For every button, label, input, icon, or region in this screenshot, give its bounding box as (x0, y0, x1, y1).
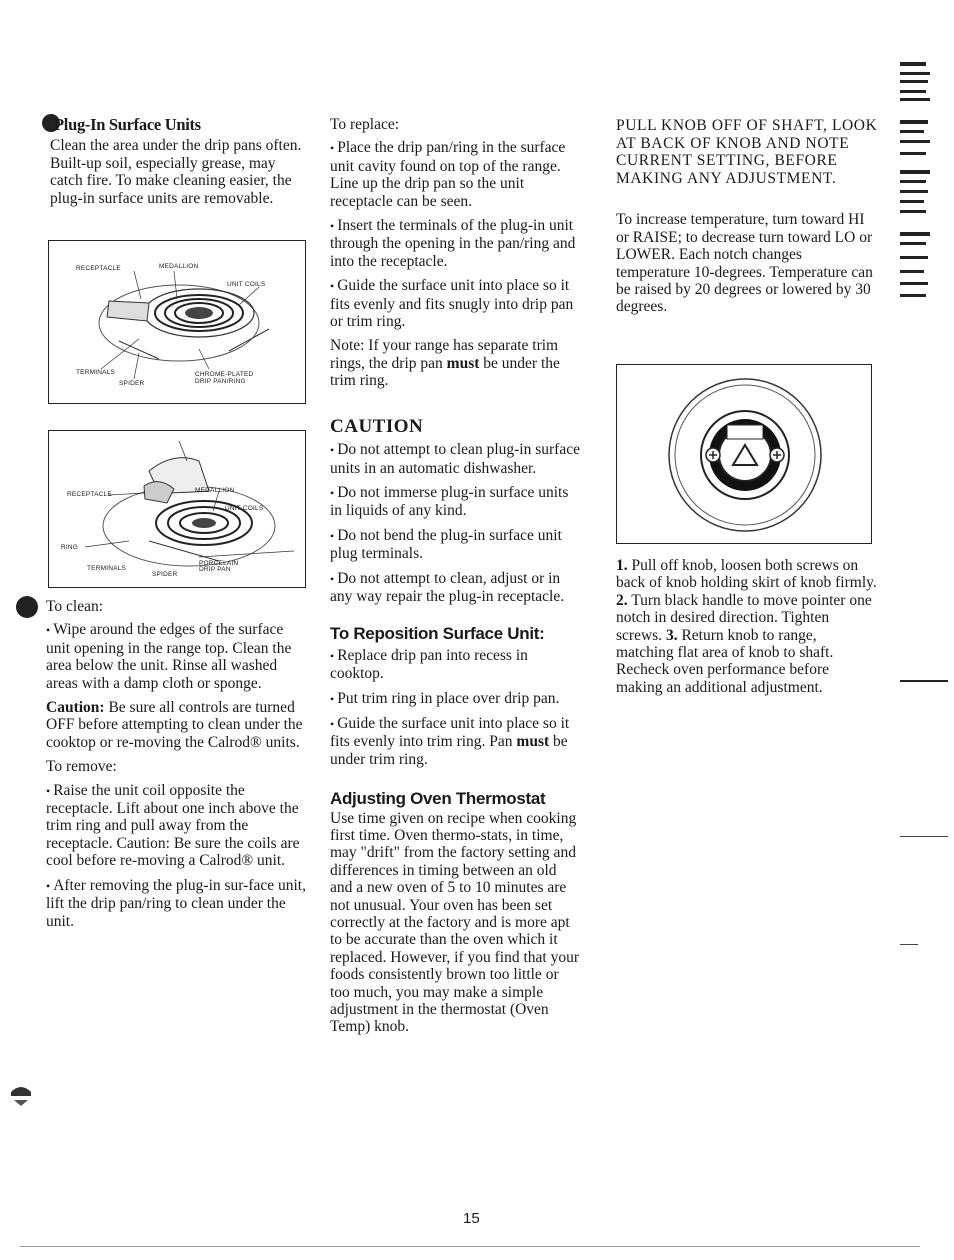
replace-bullet-3: • Guide the surface unit into place so it fits evenly and fits snugly into drip pan or trim ring. (330, 277, 582, 330)
label-unit-coils: UNIT COILS (227, 281, 266, 288)
section-marker-icon (16, 596, 38, 618)
reposition-bullet-3: • Guide the surface unit into place so it fits evenly into trim ring. Pan must be under trim ring. (330, 715, 582, 768)
cleaning-instructions (46, 598, 308, 937)
page-number: 15 (463, 1210, 480, 1227)
section-heading: Plug-In Surface Units (54, 115, 201, 134)
reposition-bullet-2: • Put trim ring in place over drip pan. (330, 690, 582, 708)
label-terminals: TERMINALS (76, 369, 116, 376)
label-porcelain: PORCELAIN (199, 560, 239, 567)
edge-marks (898, 60, 940, 310)
label-receptacle: RECEPTACLE (67, 491, 112, 498)
steps-paragraph: 1. Pull off knob, loosen both screws on back of knob holding skirt of knob firmly. 2. Turn black handle to move pointer one notch in desired direction. Tighten screws. 3. Return knob to range, matching flat area of knob to shaft. Recheck oven performance before making an additional adjustment. (616, 557, 877, 696)
to-clean-label: To clean: (46, 598, 104, 615)
label-medallion: MEDALLION (195, 487, 235, 494)
column-right (616, 117, 878, 323)
caps-instruction: PULL KNOB OFF OF SHAFT, LOOK AT BACK OF KNOB AND NOTE CURRENT SETTING, BEFORE MAKING ANY ADJUSTMENT. (616, 117, 878, 187)
label-terminals: TERMINALS (87, 565, 127, 572)
column-middle (330, 116, 582, 1043)
label-ring: RING (61, 544, 79, 551)
caution-bullet-3: • Do not bend the plug-in surface unit plug terminals. (330, 527, 582, 563)
column-left (46, 116, 308, 214)
increase-paragraph: To increase temperature, turn toward HI or RAISE; to decrease turn toward LO or LOWER. Each notch changes temperature 10-degrees. Temperature can be raised by 20 degrees or lowered by 30 degrees. (616, 211, 873, 316)
thermostat-paragraph: Use time given on recipe when cooking first time. Oven thermo-stats, in time, may "drift" from the factory setting and differences in timing between an old and a new oven of 5 to 10 minutes are not unusual. Your oven has been set correctly at the factory and is more apt to be accurate than the oven which it replaced. However, if you find that your foods consistently brown too little or too much, you may make a simple adjustment in the thermostat (Oven Temp) knob. (330, 809, 580, 1036)
label-spider: SPIDER (152, 571, 178, 578)
to-remove-label: To remove: (46, 758, 117, 776)
bottom-rule (20, 1246, 920, 1247)
removal-illustration (49, 431, 305, 587)
surface-unit-diagram (48, 240, 306, 404)
caution-paragraph: Caution: Be sure all controls are turned OFF before attempting to clean under the cooktop or re-moving the Calrod® units. (46, 699, 303, 751)
caution-label: Caution: (46, 699, 105, 717)
clean-bullet: • Wipe around the edges of the surface unit opening in the range top. Clean the area below the unit. Rinse all washed areas with a damp cloth or sponge. (46, 621, 308, 692)
caution-heading: CAUTION (330, 415, 424, 437)
label-spider: SPIDER (119, 380, 145, 387)
reposition-heading: To Reposition Surface Unit: (330, 624, 545, 644)
reposition-bullet-1: • Replace drip pan into recess in cooktop. (330, 647, 582, 683)
thermostat-heading: Adjusting Oven Thermostat (330, 789, 546, 809)
remove-bullet-2: • After removing the plug-in sur-face unit, lift the drip pan/ring to clean under the unit. (46, 877, 308, 930)
replace-bullet-1: • Place the drip pan/ring in the surface unit cavity found on top of the range. Line up the drip pan so the unit receptacle can be seen. (330, 139, 582, 210)
label-unit-coils: UNIT COILS (225, 505, 264, 512)
label-chrome-plated: CHROME-PLATED (195, 371, 254, 378)
thermostat-knob-diagram (616, 364, 872, 544)
label-receptacle: RECEPTACLE (76, 265, 121, 272)
caution-bullet-1: • Do not attempt to clean plug-in surface units in an automatic dishwasher. (330, 441, 582, 477)
note-paragraph: Note: If your range has separate trim rings, the drip pan must be under the trim ring. (330, 337, 560, 390)
replace-bullet-2: • Insert the terminals of the plug-in unit through the opening in the pan/ring and into the receptacle. (330, 217, 582, 270)
to-replace-label: To replace: (330, 116, 400, 133)
edge-rule (900, 680, 948, 682)
surface-unit-removal-diagram (48, 430, 306, 588)
caution-bullet-2: • Do not immerse plug-in surface units in liquids of any kind. (330, 484, 582, 520)
label-drip-pan-ring: DRIP PAN/RING (195, 378, 246, 385)
corner-mark-icon (8, 1082, 34, 1108)
intro-paragraph: Clean the area under the drip pans often. Built-up soil, especially grease, may catch fire. To make cleaning easier, the plug-in surface units are removable. (50, 137, 302, 207)
knob-illustration (617, 365, 871, 543)
remove-bullet-1: • Raise the unit coil opposite the receptacle. Lift about one inch above the trim ring and pull away from the receptacle. Caution: Be sure the coils are cool before re-moving a Calrod® unit. (46, 782, 308, 870)
adjustment-steps (616, 557, 878, 703)
edge-rule (900, 944, 918, 945)
caution-bullet-4: • Do not attempt to clean, adjust or in any way repair the plug-in receptacle. (330, 570, 582, 606)
edge-rule (900, 836, 948, 837)
label-medallion: MEDALLION (159, 263, 199, 270)
label-drip-pan: DRIP PAN (199, 566, 231, 573)
